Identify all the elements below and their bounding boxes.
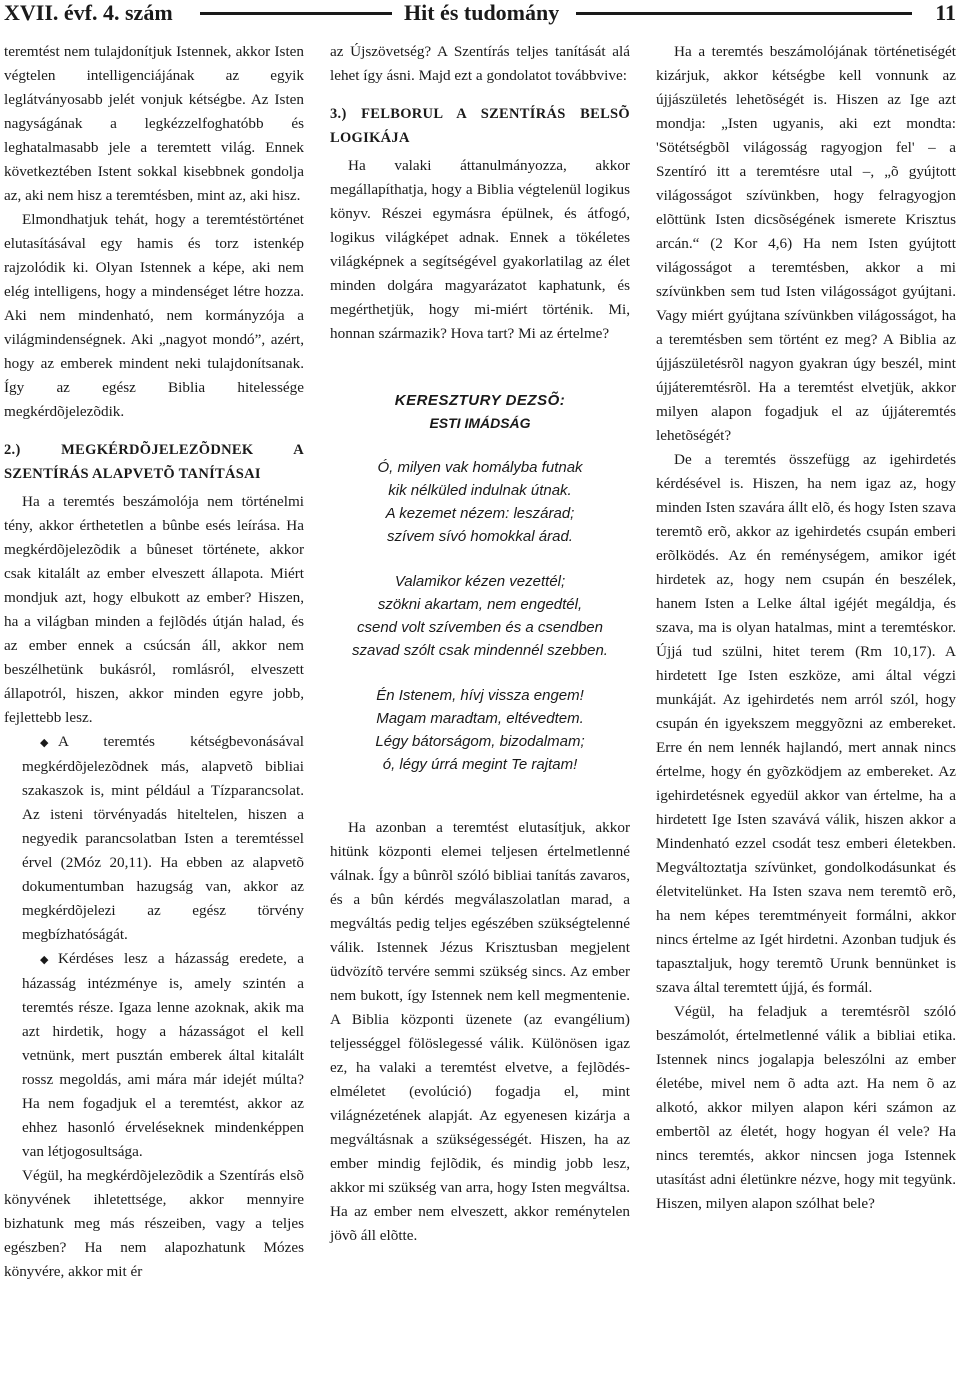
poem-line: szívem sívó homokkal árad. — [387, 528, 573, 545]
bullet-text: Kérdéses lesz a házasság eredete, a házasság intézménye is, amely szintén a teremtés része. Igaza lenne azoknak, akik ma azt hirdetik, hogy a házasságot el kell vetnünk, mert pusztán emberek által kitalált rossz megoldás, ami mára már idejét múlta? Ha nem fogadjuk el a teremtést, akkor az ehhez hasonló érveléseknek mindenképpen van létjogosultsága. — [22, 950, 304, 1160]
paragraph: Ha azonban a teremtést elutasítjuk, akkor hitünk központi elemei teljesen értelmetlenné válnak. Így a bûnrõl szóló bibliai tanítás zavaros, és a bûn kérdés megválaszolatlan marad, a megváltás pedig teljes egészében szükségtelenné válik. Istennek Jézus Krisztusban megjelent üdvözítõ tervére semmi szükség sincs. Az ember nem bukott, így Istennek nem kell megmentenie. A Biblia központi üzenete (az evangélium) teljességgel fölöslegessé válik. Különösen igaz ez, ha valaki a teremtést elvetve, a fejlõdés-elméletet (evolúció) fogadja el, mint világnézetének alapját. Az egyenesen kizárja a megváltásnak a szükségességét. Hiszen, ha az ember mindig fejlõdik, és mindig jobb lesz, akkor mi szükség van arra, hogy Isten megváltsa. Ha az ember nem elveszett, akkor reménytelen jövõ áll elõtte. — [330, 819, 630, 1244]
poem-line: szavad szólt csak mindennél szebben. — [352, 642, 608, 659]
bullet-item — [4, 947, 304, 1164]
poem-line: Ó, milyen vak homályba futnak — [377, 459, 583, 476]
poem-line: A kezemet nézem: leszárad; — [385, 505, 575, 522]
diamond-bullet-icon: ◆ — [40, 954, 49, 966]
page-header — [0, 0, 960, 28]
paragraph: teremtést nem tulajdonítjuk Istennek, akkor Isten végtelen intelligenciájának az egyik leglátványosabb jelét vonjuk kétségbe. Az Isten nagyságának a legkézzelfoghatóbb és leghatalmasabb jele a teremtett világ. Ennek következtében Istent sokkal kisebbnek gondolja az, aki nem hisz a teremtésben, mint az, aki hisz. — [4, 43, 304, 204]
poem-author: KERESZTURY DEZSÕ: — [394, 392, 566, 409]
poem-stanza — [330, 456, 630, 548]
header-rule-right — [576, 12, 912, 15]
paragraph: Elmondhatjuk tehát, hogy a teremtéstörténet elutasításával egy hamis és torz istenkép rajzolódik ki. Olyan Istennek a képe, aki nem elég intelligens, hogy a mindenséget létre hozza. Aki nem mindenható, nem kormányzója a világmindenségnek. Aki „nagyot mondó”, azért, hogy az emberek mindent neki tulajdonítsanak. Így az egész Biblia hitelessége megkérdõjelezõdik. — [4, 211, 304, 420]
section-title: Hit és tudomány — [404, 0, 560, 25]
poem-stanza — [330, 684, 630, 776]
bullet-item — [4, 730, 304, 947]
section-heading: 2.) MEGKÉRDÕJELEZÕDNEK A SZENTÍRÁS ALAPVETÕ TANÍTÁSAI — [4, 442, 304, 482]
column-left — [4, 40, 304, 1284]
poem-line: Légy bátorságom, bizodalmam; — [375, 733, 585, 750]
bullet-text: A teremtés kétségbevonásával megkérdõjelezõdnek más, alapvetõ bibliai szakaszok is, mint például a Tízparancsolat. Az isteni törvényadás hiteltelen, hiszen a negyedik parancsolatban Isten a teremtéssel érvel (2Móz 20,11). Ha ebben az alapvetõ dokumentumban hazugság van, akkor az megkérdõjelezi az egész törvény megbízhatóságát. — [22, 733, 304, 943]
issue-label: XVII. évf. 4. szám — [4, 0, 173, 25]
poem-line: ó, légy úrrá megint Te rajtam! — [382, 756, 578, 773]
column-right — [656, 40, 956, 1216]
poem-line: csend volt szívemben és a csendben — [357, 619, 603, 636]
header-rule-left — [200, 12, 392, 15]
paragraph: Végül, ha feladjuk a teremtésrõl szóló beszámolót, értelmetlenné válik a bibliai etika. Istennek nincs jogalapja beleszólni az ember életébe, mivel nem õ adta azt. Ha nem õ az alkotó, akkor milyen alapon kéri számon az embertõl az életét, hogy hogyan él vele? Ha nincs teremtés, akkor nincsen joga Istennek utasítást adni életünkre nézve, hogy mit tegyünk. Hiszen, milyen alapon szólhat bele? — [656, 1003, 956, 1212]
paragraph: De a teremtés összefügg az igehirdetés kérdésével is. Hiszen, ha nem igaz az, hogy minden Isten szavára állt elõ, és hogy Isten szava teremtõ erõ, akkor az igehirdetés csupán emberi erõlködés. Az én reménységem, amikor igét hirdetek az, hogy nem csupán én beszélek, hanem Isten a Lelke által igéjét megáldja, és szava, ma is olyan hatalmas, mint a teremtéskor. Újjá tud szülni, hitet terem (Rm 10,17). A hirdetett Ige Isten eszköze, ami által végzi munkáját. Az igehirdetés nem arról szól, hogy csupán én igyekszem meggyõzni az embereket. Erre én nem lennék hajlandó, mert annak nincs értelme, hogy én gyõzködjem az embereket. Az igehirdetésnek egyedül akkor van értelme, ha a hirdetett Ige Isten szavává válik, hiszen akkor a Mindenható ezzel csodát tesz emberi életekben. Megváltoztatja szívünket, gondolkodásunkat és életvitelünket. Ha Isten szava nem teremtõ erõ, ha nem képes teremtményeit formálni, akkor nincs értelme az Igét hirdetni. Azonban tudjuk és tapasztaljuk, hogy teremtõ Urunk bennünket is szava által teremtett újjá, és formál. — [656, 451, 956, 996]
paragraph: Ha a teremtés beszámolójának történetiségét kizárjuk, akkor kétségbe kell vonnunk az újjászületés lehetõségét is. Hiszen az Ige azt mondja: „Isten ugyanis, aki ezt mondta: 'Sötétségbõl világosság ragyogjon fel' – a Szentíró itt a teremtésre utal –, „õ gyújtott világosságot szívünkben, hogy felragyogjon elõttünk Isten dicsõségének ismerete Krisztus arcán.“ (2 Kor 4,6) Ha nem Isten gyújtott világosságot a teremtésben, akkor a mi szívünkben sem tud Isten világosságot gyújtani. Vagy miért gyújtana szívünkben világosságot, ha a teremtésben sem történt ez meg? A Biblia az újjászületésrõl nagyon gyakran úgy beszél, mint újjáteremtésrõl. Ha a teremtést elvetjük, akkor milyen alapon fogadjuk el az újjáteremtés lehetõségét? — [656, 43, 956, 444]
poem-line: Én Istenem, hívj vissza engem! — [376, 687, 584, 704]
poem-stanza — [330, 570, 630, 662]
section-heading: 3.) FELBORUL A SZENTÍRÁS BELSÕ LOGIKÁJA — [330, 106, 630, 146]
poem-line: Magam maradtam, eltévedtem. — [376, 710, 584, 727]
poem-line: kik nélküled indulnak útnak. — [388, 482, 572, 499]
diamond-bullet-icon: ◆ — [40, 737, 49, 749]
poem-title: ESTI IMÁDSÁG — [429, 415, 531, 431]
paragraph: Ha a teremtés beszámolója nem történelmi tény, akkor érthetetlen a bûnbe esés leírása. Ha megkérdõjelezõdik a bûneset története, akkor csak kitalált az ember elveszett állapota. Miért mondjuk azt, hogy elbukott az ember? Hiszen, ha a világban minden a fejlõdés útján halad, és az ember ennek a csúcsán áll, akkor nem beszélhetünk bukásról, romlásról, elveszett állapotról, hiszen, akkor minden egyre jobb, fejlettebb lesz. — [4, 493, 304, 726]
page-number: 11 — [935, 0, 956, 25]
paragraph: Végül, ha megkérdõjelezõdik a Szentírás elsõ könyvének ihletettsége, akkor mennyire bizhatunk meg más részeiben, vagy a teljes egészben? Ha nem alapozhatunk Mózes könyvére, akkor mit ér — [4, 1167, 304, 1280]
poem-line: Valamikor kézen vezettél; — [394, 573, 566, 590]
paragraph: Ha valaki áttanulmányozza, akkor megállapíthatja, hogy a Biblia végtelenül logikus könyv. Részei egymásra épülnek, és átfogó, logikus világképet adnak. Ennek a tökéletes világképnek a segítségével gyakorlatilag az élet minden dolgára magyarázatot kaphatunk, és megérthetjük, hogy mi-miért történik. Mi, honnan származik? Hova tart? Mi az értelme? — [330, 157, 630, 342]
poem-line: szökni akartam, nem engedtél, — [377, 596, 583, 613]
poem-box — [330, 390, 630, 776]
column-middle — [330, 40, 630, 1248]
paragraph: az Újszövetség? A Szentírás teljes tanítását alá lehet így ásni. Majd ezt a gondolatot továbbvive: — [330, 43, 630, 84]
